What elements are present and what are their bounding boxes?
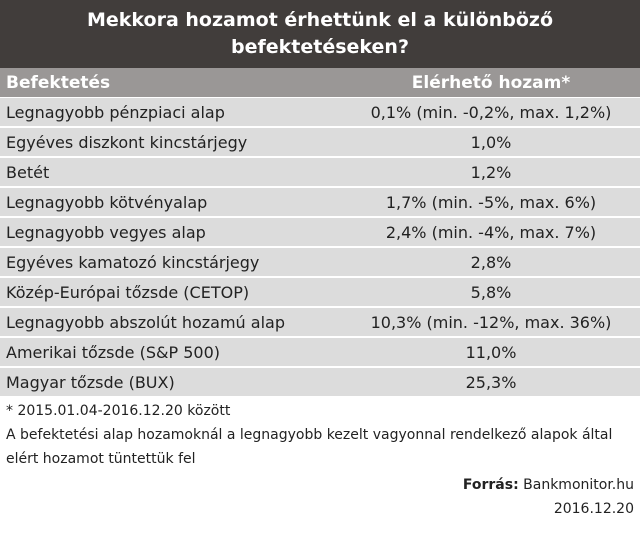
row-investment: Legnagyobb pénzpiaci alap: [6, 102, 225, 122]
table-row: [0, 248, 640, 278]
source-name: Bankmonitor.hu: [523, 477, 634, 493]
table-row: [0, 368, 640, 398]
source-label: Forrás:: [462, 477, 519, 493]
source-line: [0, 473, 634, 497]
table-row: [0, 188, 640, 218]
row-return: 11,0%: [465, 342, 517, 362]
table-row: [0, 218, 640, 248]
table-row: [0, 308, 640, 338]
row-investment: Betét: [6, 162, 50, 182]
header-return: Elérhető hozam*: [411, 72, 571, 93]
table-row: [0, 338, 640, 368]
row-return: 1,7% (min. -5%, max. 6%): [385, 192, 597, 212]
row-return: 1,0%: [470, 132, 512, 152]
source: [0, 473, 640, 521]
row-investment: Magyar tőzsde (BUX): [6, 372, 175, 392]
table-row: [0, 158, 640, 188]
returns-table: [0, 68, 640, 398]
header-investment: Befektetés: [6, 72, 111, 93]
description-note: A befektetési alap hozamoknál a legnagyobb kezelt vagyonnal rendelkező alapok által elért hozamot tüntettük fel: [6, 427, 613, 467]
row-investment: Legnagyobb kötvényalap: [6, 192, 208, 212]
table-row: [0, 98, 640, 128]
row-investment: Egyéves kamatozó kincstárjegy: [6, 252, 260, 272]
source-date: 2016.12.20: [553, 501, 634, 517]
row-return: 2,8%: [470, 252, 512, 272]
table-row: [0, 278, 640, 308]
row-return: 1,2%: [470, 162, 512, 182]
row-investment: Egyéves diszkont kincstárjegy: [6, 132, 248, 152]
footnote: * 2015.01.04-2016.12.20 között: [6, 403, 231, 419]
row-return: 0,1% (min. -0,2%, max. 1,2%): [370, 102, 612, 122]
table-row: [0, 128, 640, 158]
row-investment: Legnagyobb abszolút hozamú alap: [6, 312, 285, 332]
row-investment: Közép-Európai tőzsde (CETOP): [6, 282, 250, 302]
row-investment: Amerikai tőzsde (S&P 500): [6, 342, 220, 362]
row-return: 25,3%: [465, 372, 517, 392]
table-title: Mekkora hozamot érhettünk el a különböző befektetéseken?: [0, 0, 640, 68]
notes: [0, 398, 640, 471]
row-return: 5,8%: [470, 282, 512, 302]
row-return: 2,4% (min. -4%, max. 7%): [385, 222, 597, 242]
row-return: 10,3% (min. -12%, max. 36%): [370, 312, 612, 332]
row-investment: Legnagyobb vegyes alap: [6, 222, 206, 242]
table-header: [0, 68, 640, 98]
